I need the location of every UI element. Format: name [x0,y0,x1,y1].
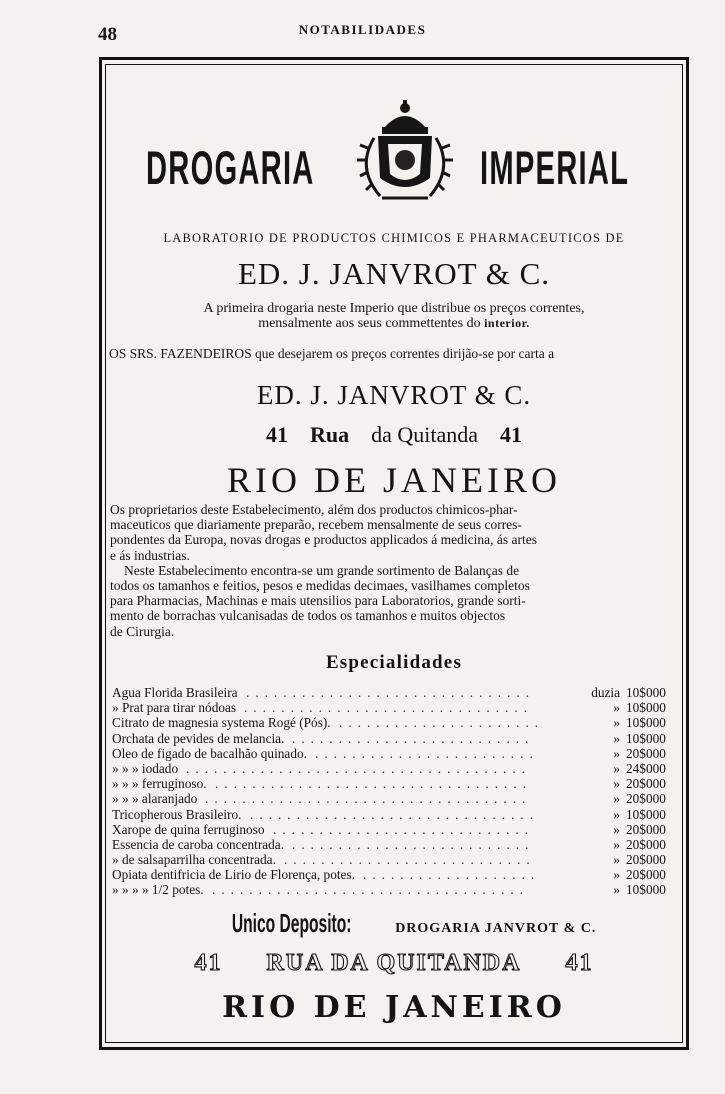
address-number-left: 41 [265,422,288,447]
paragraph-line: maceuticos que diariamente preparão, recebem mensalmente de seus corres- [110,517,522,533]
fazendeiros-line [109,346,681,362]
paragraph-line: todos os tamanhos e feitios, pesos e medidas decimaes, vasilhames completos [110,578,530,594]
item-price: 20$000 [626,867,666,883]
dot-leader: ................................... [205,791,532,807]
address2-number-right: 41 [565,950,594,976]
dot-leader: ...................... [339,715,545,731]
item-unit: » [613,730,620,746]
item-price: 10$000 [626,806,666,822]
paragraph-line: mento de borrachas vulcanisadas de todos os tamanhos e muitos objectos [110,608,506,624]
dot-leader: ................... [363,867,541,883]
dot-leader: .................................. [212,882,530,898]
fazendeiros-rest: que desejarem os preços correntes dirijão-se por carta a [251,346,555,361]
price-row [112,776,682,791]
item-price: 10$000 [626,685,666,700]
item-price: 10$000 [626,882,666,898]
page-number: 48 [98,24,117,45]
item-name: » » » ferruginoso. [112,776,207,792]
item-unit: » [613,745,620,761]
header-word-right: IMPERIAL [480,141,630,194]
dot-leader: ............................ [273,821,535,837]
item-unit: » [613,867,620,883]
item-name: Orchata de pevides de melancia. [112,730,285,746]
fazendeiros-lead: OS SRS. FAZENDEIROS [109,346,252,361]
dot-leader: ........................ [315,745,539,761]
address-street-rest: da Quitanda [371,422,479,447]
intro-line-2-text: mensalmente aos seus commettentes do [258,316,485,331]
specialties-title: Especialidades [325,652,463,673]
address2-street: RUA DA QUITANDA [266,950,522,976]
item-name: Xarope de quina ferruginoso [112,821,265,837]
item-unit: » [613,852,620,868]
laboratory-line: LABORATORIO DE PRODUCTOS CHIMICOS E PHARMACEUTICOS DE [163,231,625,245]
deposit-name: DROGARIA JANVROT & C. [395,921,597,936]
dot-leader: ........................... [284,852,536,868]
city-name: RIO DE JANEIRO [227,460,561,500]
address-number-right: 41 [500,422,523,447]
intro-line-2-bold: interior. [484,316,530,330]
paragraph-line: Neste Estabelecimento encontra-se um grande sortimento de Balanças de [124,562,520,578]
header-word-left: DROGARIA [146,141,315,194]
item-name: Opiata dentifricia de Lirio de Florença, potes. [112,867,355,883]
city-name-2: RIO DE JANEIRO [222,990,566,1025]
item-name: » » » » 1/2 potes. [112,882,204,898]
dot-leader: ..................................... [186,760,531,776]
dot-leader: .......................... [292,836,535,852]
price-row [112,837,682,852]
price-row [112,746,682,761]
item-unit: » [613,760,620,776]
item-unit: » [613,821,620,837]
item-name: Oleo de figado de bacalhão quinado. [112,745,307,761]
paragraph-line: Os proprietarios deste Estabelecimento, além dos productos chimicos-phar- [110,502,518,517]
price-row [112,822,682,837]
dot-leader: .......................... [292,730,535,746]
deposit-label: Unico Deposito: [231,908,352,938]
price-row [112,867,682,882]
item-unit: » [613,791,620,807]
dot-leader: ............................... [250,806,540,822]
firm-name-2: ED. J. JANVROT & C. [256,380,532,410]
item-name: Tricopherous Brasileiro. [112,806,242,822]
item-price: 10$000 [626,730,666,746]
paragraph-line: e ás industrias. [110,547,190,563]
item-unit: » [613,806,620,822]
deposit-line [106,908,682,939]
item-price: 10$000 [626,715,666,731]
intro-line-1: A primeira drogaria neste Imperio que distribue os preços correntes, [203,301,585,316]
item-name: » Prat para tirar nódoas [112,700,237,716]
item-price: 20$000 [626,776,666,792]
address-line [106,422,682,448]
item-price: 20$000 [626,745,666,761]
price-row [112,731,682,746]
item-price: 20$000 [626,852,666,868]
price-row [112,761,682,776]
price-row [112,715,682,730]
item-unit: » [613,700,620,716]
intro-line-2 [106,316,682,332]
price-row [112,882,682,897]
item-name: » de salsaparrilha concentrada. [112,852,276,868]
item-price: 10$000 [626,700,666,716]
description-paragraph [110,502,676,639]
item-unit: » [613,776,620,792]
item-unit: » [613,882,620,898]
item-unit: » [613,836,620,852]
item-name: » » » iodado [112,760,179,776]
item-name: Citrato de magnesia systema Rogé (Pós). [112,715,331,731]
price-row [112,685,682,700]
dot-leader: ............................... [244,700,534,716]
item-price: 24$000 [626,760,666,776]
firm-name: ED. J. JANVROT & C. [237,256,551,291]
dot-leader: ............................... [246,685,536,700]
paragraph-line: de Cirurgia. [110,623,175,639]
price-row [112,807,682,822]
item-price: 20$000 [626,836,666,852]
item-price: 20$000 [626,821,666,837]
address-street-bold: Rua [309,422,350,447]
price-row [112,700,682,715]
item-price: 20$000 [626,791,666,807]
item-unit: duzia [591,685,620,700]
paragraph-line: para Pharmacias, Machinas e mais utensilios para Laboratorios, grande sorti- [110,593,526,609]
address-line-2 [106,950,682,977]
item-name: Agua Florida Brasileira [112,685,238,700]
price-row [112,791,682,806]
imperial-crest-icon [344,98,466,218]
address2-number-left: 41 [194,950,223,976]
price-list [112,685,682,898]
item-unit: » [613,715,620,731]
price-row [112,852,682,867]
item-name: Essencia de caroba concentrada. [112,836,285,852]
running-head: NOTABILIDADES [298,22,427,37]
dot-leader: .................................. [215,776,533,792]
item-name: » » » alaranjado [112,791,198,807]
paragraph-line: pondentes da Europa, novas drogas e productos applicados á medicina, ás artes [110,532,537,548]
